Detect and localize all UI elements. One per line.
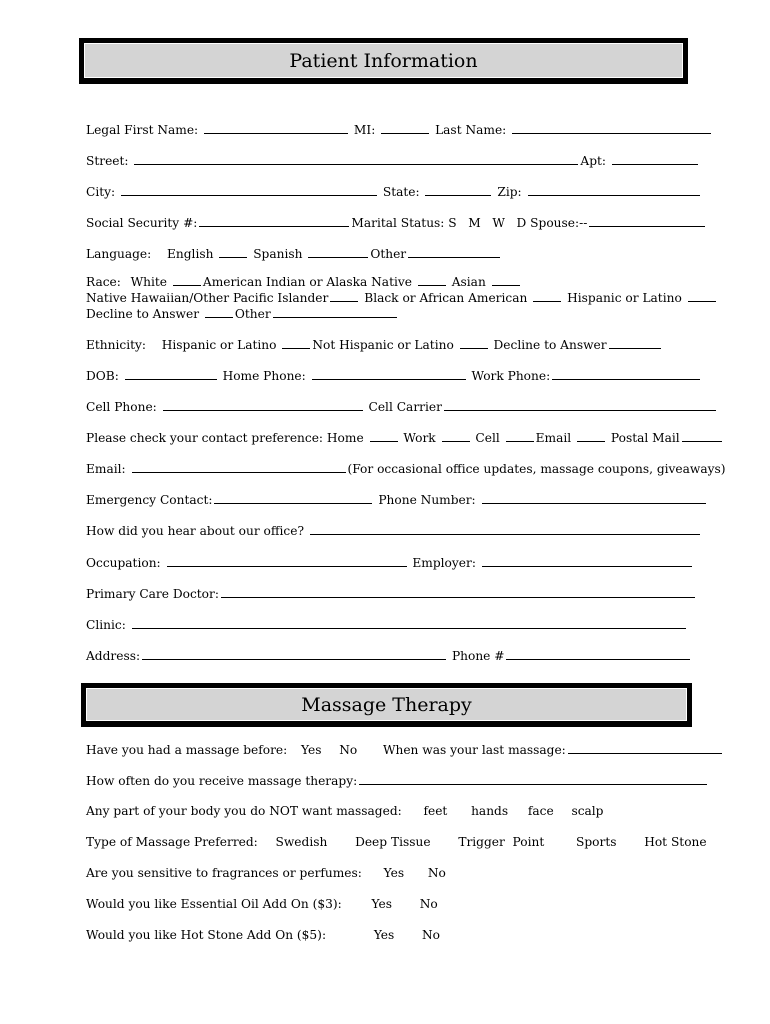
how-often-row [86,773,709,787]
emergency-contact-field[interactable] [214,492,372,504]
pref-email-field[interactable] [577,430,605,442]
mi-field[interactable] [381,122,429,134]
not-massaged-label: Any part of your body you do NOT want massaged: [86,804,402,818]
fragrance-no[interactable]: No [427,866,446,880]
pref-postal-field[interactable] [682,430,722,442]
ethnicity-decline[interactable]: Decline to Answer [493,338,607,352]
last-massage-label: When was your last massage: [382,743,566,757]
massage-therapy-banner [81,683,692,727]
cell-phone-field[interactable] [163,399,363,411]
race-asian-field[interactable] [492,274,520,286]
had-massage-label: Have you had a massage before: [86,743,288,757]
home-phone-label: Home Phone: [222,369,306,383]
patient-information-title: Patient Information [84,43,683,78]
english-field[interactable] [219,246,247,258]
phone-hash-label: Phone # [451,649,505,663]
pref-email[interactable]: Email [535,431,572,445]
spouse-label: Spouse:-- [530,216,588,230]
ethnicity-hispanic-field[interactable] [282,337,310,349]
dob-field[interactable] [125,368,217,380]
hear-about-field[interactable] [310,523,700,535]
ethnicity-not-hispanic-field[interactable] [460,337,488,349]
ssn-row [86,215,707,229]
primary-care-doctor-label: Primary Care Doctor: [86,587,219,601]
race-other-field[interactable] [273,306,397,318]
ssn-label: Social Security #: [86,216,198,230]
work-phone-label: Work Phone: [471,369,551,383]
referral-row [86,523,702,537]
city-row [86,184,702,198]
essential-oil-yes[interactable]: Yes [371,897,392,911]
race-decline[interactable]: Decline to Answer [86,307,200,321]
race-label: Race: [86,275,121,289]
pref-home[interactable]: Home [326,431,364,445]
type-hot-stone[interactable]: Hot Stone [644,835,707,849]
ethnicity-hispanic[interactable]: Hispanic or Latino [161,338,277,352]
employer-field[interactable] [482,555,692,567]
phone-hash-field[interactable] [506,648,690,660]
ethnicity-not-hispanic[interactable]: Not Hispanic or Latino [312,338,454,352]
area-hands[interactable]: hands [471,804,509,818]
street-row [86,153,700,167]
zip-field[interactable] [528,184,700,196]
ethnicity-label: Ethnicity: [86,338,147,352]
email-note: (For occasional office updates, massage coupons, giveaways) [347,462,726,476]
cell-phone-label: Cell Phone: [86,400,157,414]
ethnicity-row [86,337,663,351]
race-row-3 [86,306,399,320]
fragrance-row [86,867,446,879]
essential-oil-no[interactable]: No [419,897,438,911]
last-name-label: Last Name: [435,123,507,137]
last-name-field[interactable] [512,122,711,134]
massage-therapy-title: Massage Therapy [86,688,687,721]
essential-oil-label: Would you like Essential Oil Add On ($3): [86,897,342,911]
not-massaged-row [86,805,603,817]
dob-row [86,368,702,382]
email-label: Email: [86,462,126,476]
had-massage-yes[interactable]: Yes [301,743,322,757]
race-nhpi[interactable]: Native Hawaiian/Other Pacific Islander [86,291,329,305]
language-spanish[interactable]: Spanish [253,247,303,261]
dob-label: DOB: [86,369,119,383]
hot-stone-addon-no[interactable]: No [422,928,441,942]
occupation-row [86,555,694,569]
how-often-field[interactable] [359,773,707,785]
patient-information-banner [79,38,688,84]
clinic-label: Clinic: [86,618,126,632]
ethnicity-decline-field[interactable] [609,337,661,349]
how-often-label: How often do you receive massage therapy: [86,774,358,788]
hot-stone-addon-label: Would you like Hot Stone Add On ($5): [86,928,327,942]
race-white-field[interactable] [173,274,201,286]
marital-label: Marital Status: [351,216,445,230]
race-decline-field[interactable] [205,306,233,318]
spanish-field[interactable] [308,246,368,258]
area-feet[interactable]: feet [423,804,448,818]
street-field[interactable] [134,153,578,165]
fragrance-yes[interactable]: Yes [383,866,405,880]
race-white[interactable]: White [130,275,168,289]
state-field[interactable] [425,184,491,196]
had-massage-no[interactable]: No [339,743,358,757]
apt-field[interactable] [612,153,698,165]
address-field[interactable] [142,648,446,660]
race-american-indian[interactable]: American Indian or Alaska Native [202,275,412,289]
type-deep-tissue[interactable]: Deep Tissue [355,835,431,849]
occupation-label: Occupation: [86,556,161,570]
work-phone-field[interactable] [552,368,700,380]
street-label: Street: [86,154,129,168]
language-other[interactable]: Other [370,247,407,261]
area-scalp[interactable]: scalp [571,804,604,818]
language-label: Language: [86,247,152,261]
emergency-contact-label: Emergency Contact: [86,493,213,507]
address-row [86,648,692,662]
first-name-field[interactable] [204,122,348,134]
contact-preference-label: Please check your contact preference: [86,431,324,445]
emergency-row [86,492,708,506]
spouse-field[interactable] [589,215,705,227]
area-face[interactable]: face [527,804,554,818]
race-black[interactable]: Black or African American [364,291,528,305]
clinic-row [86,617,688,631]
email-field[interactable] [132,461,346,473]
occupation-field[interactable] [167,555,407,567]
name-row [86,122,713,136]
race-nhpi-field[interactable] [330,290,358,302]
marital-options[interactable]: S M W D [448,216,527,230]
phone-number-label: Phone Number: [378,493,476,507]
pref-cell[interactable]: Cell [475,431,500,445]
type-sports[interactable]: Sports [576,835,617,849]
phone-number-field[interactable] [482,492,706,504]
type-swedish[interactable]: Swedish [275,835,328,849]
race-hispanic[interactable]: Hispanic or Latino [567,291,682,305]
city-label: City: [86,185,116,199]
hot-stone-addon-row [86,929,440,941]
pref-work[interactable]: Work [403,431,436,445]
pref-home-field[interactable] [370,430,398,442]
pref-postal[interactable]: Postal Mail [610,431,680,445]
home-phone-field[interactable] [312,368,466,380]
essential-oil-row [86,898,438,910]
ssn-field[interactable] [199,215,349,227]
state-label: State: [382,185,420,199]
massage-type-row [86,836,707,848]
apt-label: Apt: [580,154,606,168]
first-name-label: Legal First Name: [86,123,199,137]
cell-carrier-field[interactable] [444,399,716,411]
address-label: Address: [86,649,141,663]
massage-type-label: Type of Massage Preferred: [86,835,258,849]
clinic-field[interactable] [132,617,686,629]
employer-label: Employer: [412,556,476,570]
race-american-indian-field[interactable] [418,274,446,286]
cell-carrier-label: Cell Carrier [368,400,442,414]
primary-care-doctor-field[interactable] [221,586,695,598]
last-massage-field[interactable] [568,742,722,754]
had-massage-row [86,742,724,756]
race-row-2 [86,290,718,304]
race-hispanic-field[interactable] [688,290,716,302]
language-other-field[interactable] [408,246,500,258]
cell-row [86,399,718,413]
language-english[interactable]: English [167,247,214,261]
city-field[interactable] [121,184,377,196]
pcp-row [86,586,697,600]
pref-cell-field[interactable] [506,430,534,442]
race-black-field[interactable] [533,290,561,302]
race-asian[interactable]: Asian [451,275,486,289]
mi-label: MI: [353,123,376,137]
race-other[interactable]: Other [234,307,271,321]
language-row [86,246,502,260]
race-row-1 [86,274,522,288]
contact-preference-row [86,430,724,444]
zip-label: Zip: [497,185,522,199]
hot-stone-addon-yes[interactable]: Yes [373,928,395,942]
hear-about-label: How did you hear about our office? [86,524,305,538]
email-row [86,461,726,475]
pref-work-field[interactable] [442,430,470,442]
fragrance-label: Are you sensitive to fragrances or perfumes: [86,866,362,880]
type-trigger-point[interactable]: Trigger Point [458,835,545,849]
